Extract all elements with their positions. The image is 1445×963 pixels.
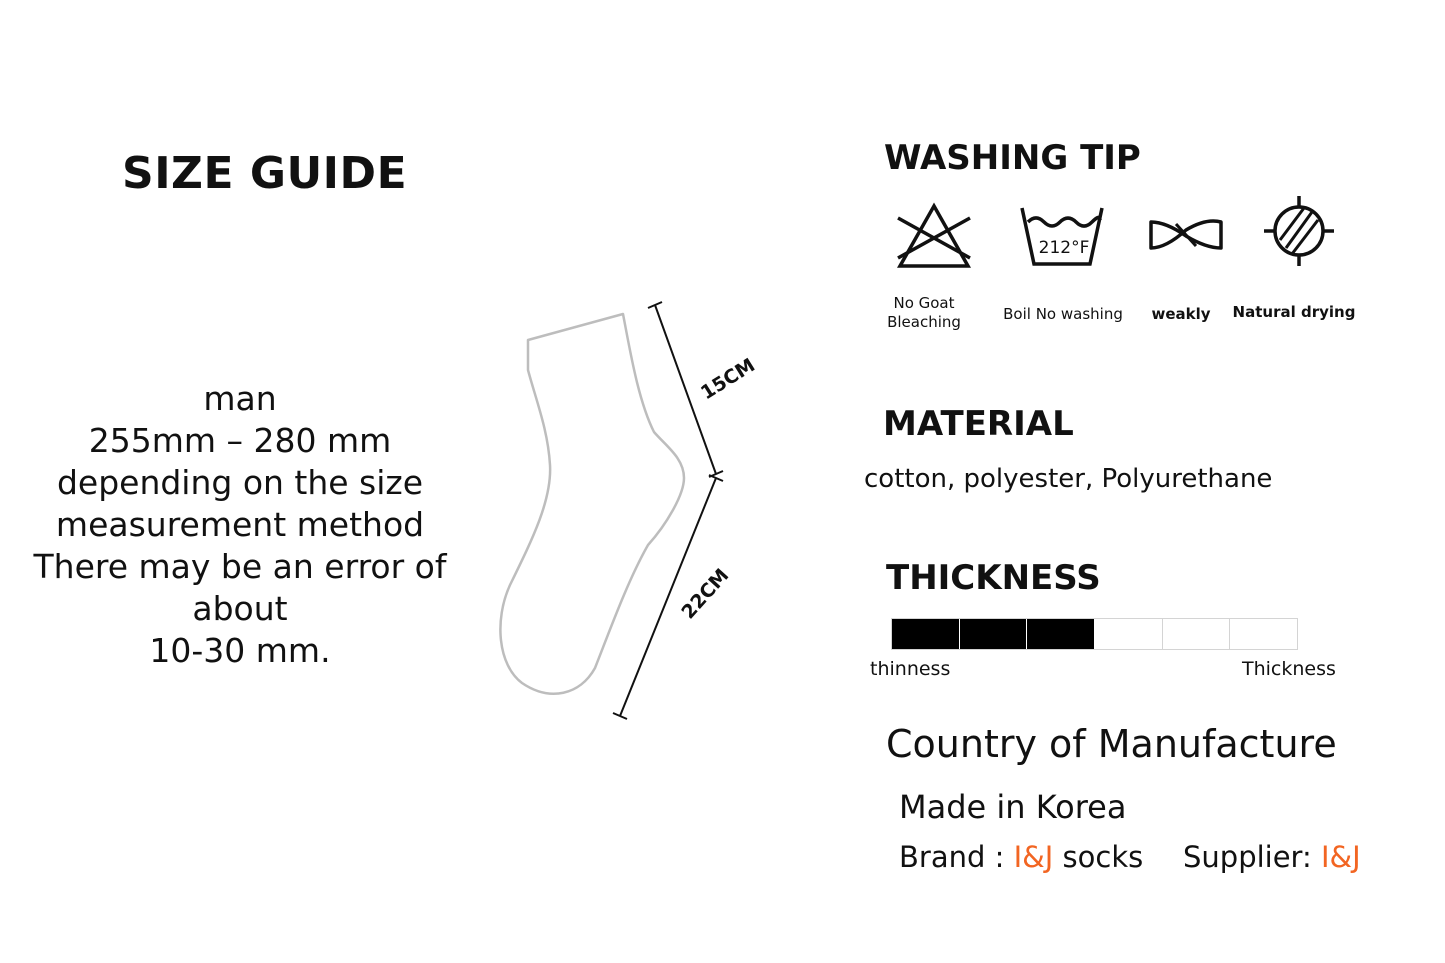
sock-outline <box>500 314 684 694</box>
natural-drying-icon <box>1262 194 1336 268</box>
thickness-bar <box>891 618 1298 650</box>
wash-tub-icon <box>1020 200 1104 270</box>
brand-suffix: socks <box>1053 840 1144 874</box>
brand-prefix: Brand : <box>899 840 1014 874</box>
size-line-note-3: There may be an error of <box>33 547 447 586</box>
no-bleach-label <box>874 294 974 332</box>
supplier-name: I&J <box>1320 840 1361 874</box>
made-in-text: Made in Korea <box>899 788 1127 826</box>
country-title: Country of Manufacture <box>886 722 1337 766</box>
supplier-line <box>1183 840 1361 874</box>
no-bleach-icon <box>896 200 972 270</box>
size-line-note-5: 10-30 mm. <box>149 631 331 670</box>
wash-temperature-label: 212°F <box>1038 238 1090 258</box>
wring-icon <box>1148 200 1224 270</box>
upper-length-label: 15CM <box>696 354 759 405</box>
thickness-segment <box>1027 619 1095 649</box>
thickness-segment <box>892 619 960 649</box>
thickness-label: Thickness <box>1242 658 1336 680</box>
weakly-label: weakly <box>1151 305 1211 323</box>
material-text: cotton, polyester, Polyurethane <box>864 464 1273 494</box>
thickness-title: THICKNESS <box>886 558 1101 598</box>
thickness-segment <box>1230 619 1297 649</box>
size-guide-title: SIZE GUIDE <box>122 148 408 199</box>
natural-drying-label: Natural drying <box>1232 303 1356 321</box>
thinness-label: thinness <box>870 658 951 680</box>
material-title: MATERIAL <box>883 404 1074 444</box>
supplier-prefix: Supplier: <box>1183 840 1321 874</box>
no-bleach-label-line1: No Goat <box>893 294 955 312</box>
size-line-note-2: measurement method <box>55 505 425 544</box>
thickness-segment <box>1163 619 1231 649</box>
brand-line <box>899 840 1143 874</box>
thickness-segment <box>1095 619 1163 649</box>
brand-name: I&J <box>1013 840 1054 874</box>
sock-diagram <box>480 290 780 730</box>
foot-length-label: 22CM <box>677 564 734 624</box>
no-bleach-label-line2: Bleaching <box>887 313 961 331</box>
boil-label: Boil No washing <box>1003 305 1123 323</box>
size-line-note-1: depending on the size <box>56 463 424 502</box>
size-line-range: 255mm – 280 mm <box>88 421 392 460</box>
size-line-gender: man <box>203 379 277 418</box>
thickness-segment <box>960 619 1028 649</box>
size-line-note-4: about <box>192 589 288 628</box>
size-description <box>20 378 460 672</box>
washing-tip-title: WASHING TIP <box>884 138 1141 178</box>
